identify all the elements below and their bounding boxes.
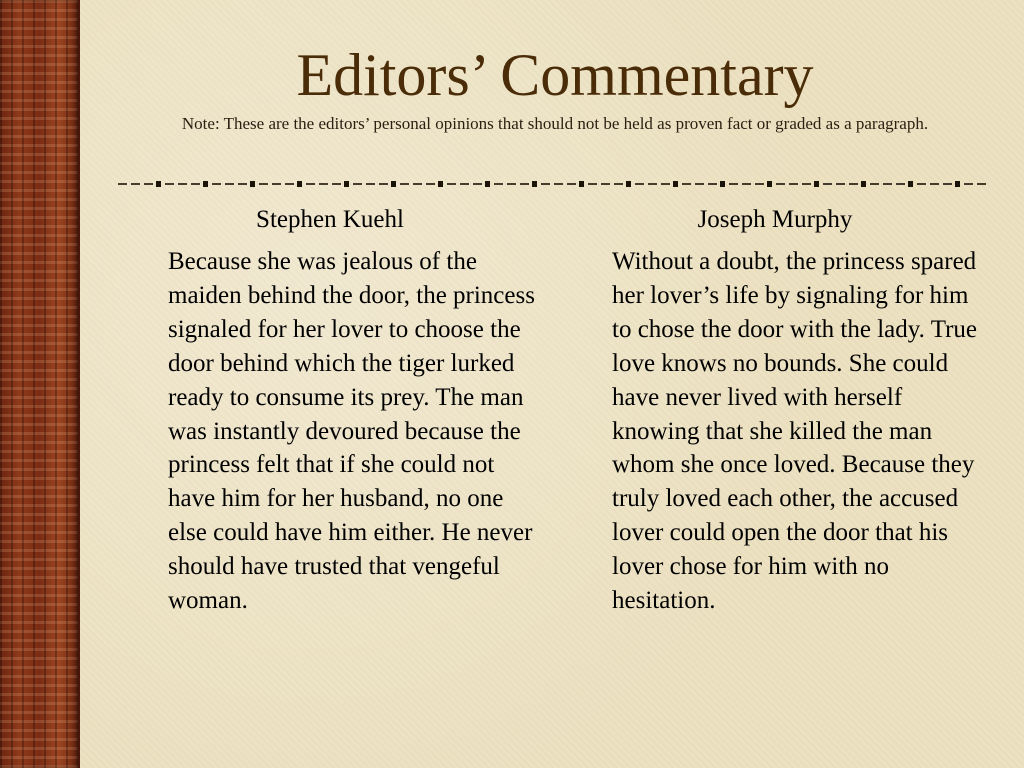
divider-dot: [438, 181, 443, 187]
divider-dot: [626, 181, 631, 187]
divider-dot: [861, 181, 866, 187]
dashed-divider: [118, 177, 998, 191]
divider-dot: [297, 181, 302, 187]
slide-note: Note: These are the editors’ personal opinions that should not be held as proven fact or graded as a paragraph.: [181, 114, 929, 133]
divider-dot: [908, 181, 913, 187]
divider-dot: [532, 181, 537, 187]
divider-dot: [250, 181, 255, 187]
divider-dot: [955, 181, 960, 187]
divider-dot: [485, 181, 490, 187]
slide-title: Editors’ Commentary: [296, 42, 814, 108]
divider-dot: [344, 181, 349, 187]
divider-dot: [814, 181, 819, 187]
column-author-right: Joseph Murphy: [697, 206, 853, 233]
divider-dot: [579, 181, 584, 187]
column-text-right: Without a doubt, the princess spared her lover’s life by signaling for him to chose the door with the lady. True love knows no bounds. She could have never lived with herself knowing that she killed the man whom she once loved. Because they truly loved each other, the accused lover could open the door that his lover chose for him with no hesitation.: [612, 248, 978, 615]
divider-dot: [673, 181, 678, 187]
column-text-left: Because she was jealous of the maiden behind the door, the princess signaled for her lover to choose the door behind which the tiger lurked ready to consume its prey. The man was instantly devoured because the princess felt that if she could not have him for her husband, no one else could have him either. He never should have trusted that vengeful woman.: [168, 248, 535, 615]
divider-dot: [767, 181, 772, 187]
divider-dot: [720, 181, 725, 187]
column-author-left: Stephen Kuehl: [256, 206, 404, 233]
divider-dot: [156, 181, 161, 187]
divider-dot: [203, 181, 208, 187]
divider-dot: [391, 181, 396, 187]
decorative-left-band: [0, 0, 80, 768]
